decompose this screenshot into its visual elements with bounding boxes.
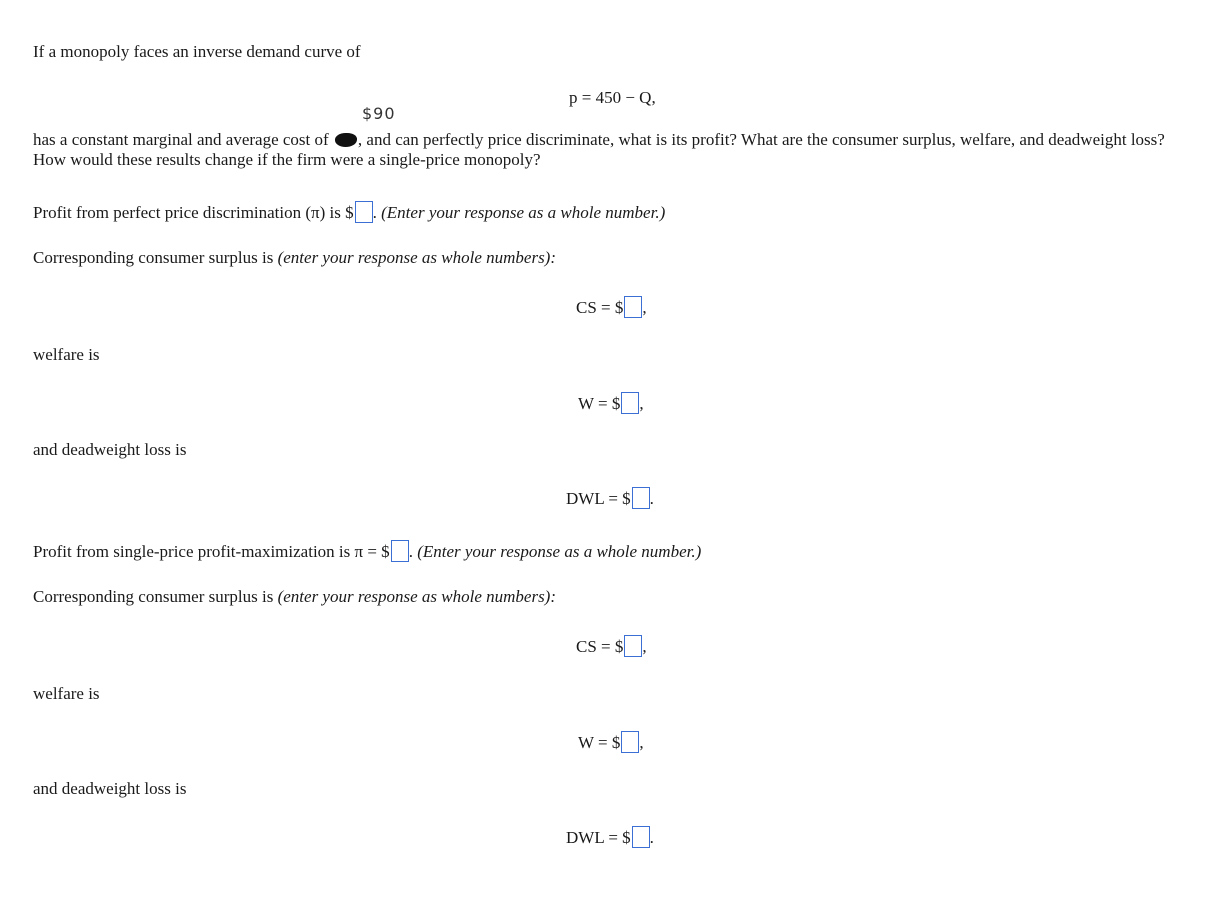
p2-cs-comma: , xyxy=(642,637,647,656)
p2-w-input[interactable] xyxy=(621,731,639,753)
p2-dwl-label: DWL = $ xyxy=(566,828,631,847)
p1-w-row xyxy=(578,392,644,414)
question-paragraph xyxy=(33,130,1183,170)
p2-dwl-text: and deadweight loss is xyxy=(33,779,187,798)
p1-w-label: W = $ xyxy=(578,394,621,413)
p2-cs-input[interactable] xyxy=(624,635,642,657)
p1-cs-intro xyxy=(33,248,556,268)
p2-cs-intro xyxy=(33,587,556,607)
p1-profit-label: Profit from perfect price discrimination (π) is $ xyxy=(33,203,354,222)
p2-cs-label: CS = $ xyxy=(576,637,624,656)
p1-profit-line xyxy=(33,201,665,223)
p1-cs-comma: , xyxy=(642,298,647,317)
p2-profit-input[interactable] xyxy=(391,540,409,562)
question-intro-line: If a monopoly faces an inverse demand curve of xyxy=(33,42,361,61)
p1-profit-period: . xyxy=(372,203,377,222)
p1-w-comma: , xyxy=(639,394,644,413)
p1-profit-hint: (Enter your response as a whole number.) xyxy=(376,203,666,222)
p1-welfare-text: welfare is xyxy=(33,345,100,364)
p2-welfare-text: welfare is xyxy=(33,684,100,703)
p1-dwl-text: and deadweight loss is xyxy=(33,440,187,459)
p2-dwl-row xyxy=(566,826,654,848)
p2-dwl-input[interactable] xyxy=(632,826,650,848)
p1-dwl-row xyxy=(566,487,654,509)
p2-dwl-period: . xyxy=(649,828,654,847)
p2-w-label: W = $ xyxy=(578,733,621,752)
p1-profit-input[interactable] xyxy=(355,201,373,223)
p2-profit-period: . xyxy=(408,542,413,561)
p1-w-input[interactable] xyxy=(621,392,639,414)
p2-cs-prefix: Corresponding consumer surplus is xyxy=(33,587,278,606)
p1-cs-prefix: Corresponding consumer surplus is xyxy=(33,248,278,267)
p1-cs-label: CS = $ xyxy=(576,298,624,317)
p1-cs-input[interactable] xyxy=(624,296,642,318)
p1-dwl-label: DWL = $ xyxy=(566,489,631,508)
p1-cs-row xyxy=(576,296,647,318)
p2-profit-line xyxy=(33,540,701,562)
p2-profit-label: Profit from single-price profit-maximization is π = $ xyxy=(33,542,390,561)
p2-profit-hint: (Enter your response as a whole number.) xyxy=(412,542,702,561)
demand-equation: p = 450 − Q, xyxy=(569,88,656,107)
question-text-after-cost: , and can perfectly price discriminate, what is its profit? What are the consumer surplus, welfare, and deadweight loss? How would these results change if the firm were a single-price monopoly? xyxy=(33,130,1165,169)
redacted-cost-blot xyxy=(335,133,357,147)
p2-cs-hint: (enter your response as whole numbers): xyxy=(277,587,557,606)
p1-cs-hint: (enter your response as whole numbers): xyxy=(277,248,557,267)
p1-dwl-input[interactable] xyxy=(632,487,650,509)
handwritten-cost-annotation: $90 xyxy=(362,104,396,123)
p2-w-row xyxy=(578,731,644,753)
question-text-before-cost: has a constant marginal and average cost of xyxy=(33,130,333,149)
p2-w-comma: , xyxy=(639,733,644,752)
p1-dwl-period: . xyxy=(649,489,654,508)
p2-cs-row xyxy=(576,635,647,657)
